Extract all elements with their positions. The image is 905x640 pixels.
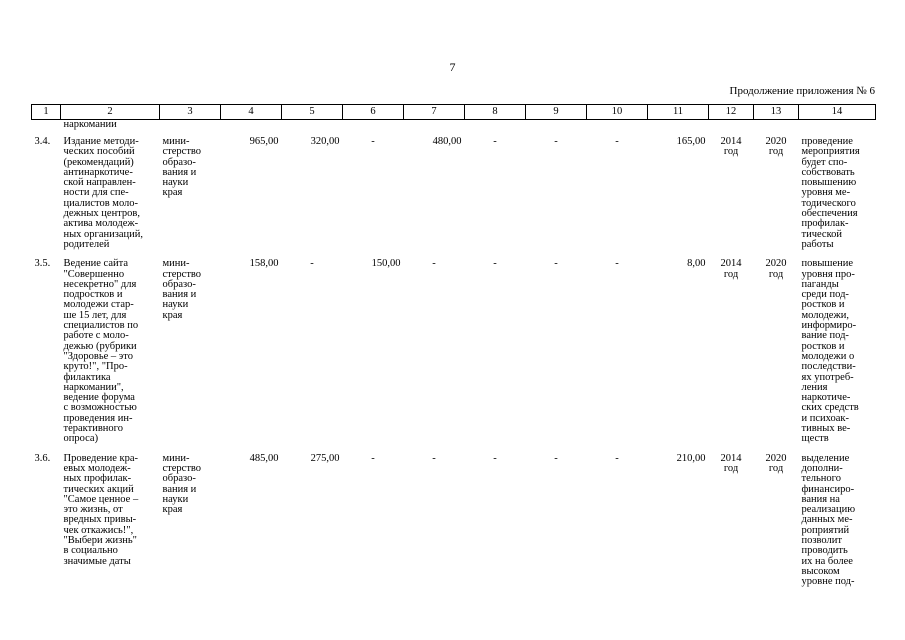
column-header: 13 [754,105,799,120]
cell-value: 210,00 [676,452,706,464]
start-year: 2014 год [720,452,742,474]
continued-text: наркомании [63,119,117,130]
start-year: 2014 год [720,258,742,280]
cell-value: - [310,258,314,270]
continued-row [32,120,876,132]
event-name: Проведение кра- евых молодеж- ных профилак- тических акций "Самое ценное – это жизнь, от вредных привы- чек откажись!", "Выбери жизнь" в социально значимые даты [63,452,139,567]
expected-result: проведение мероприятия будет спо- собствовать повышению уровня ме- тодического обеспечения профилак- тической работы [801,136,860,250]
column-header: 6 [343,105,404,120]
column-header: 12 [709,105,754,120]
cell-value: - [432,452,436,464]
cell-value: 965,00 [249,136,279,147]
cell-value: - [493,258,497,270]
cell-value: 485,00 [249,452,279,464]
executor: мини- стерство образо- вания и науки края [162,136,202,199]
column-header: 14 [799,105,876,120]
row-number: 3.6. [34,452,51,464]
executor: мини- стерство образо- вания и науки края [162,452,202,516]
program-table [31,104,876,590]
event-name: Ведение сайта "Совершенно несекретно" для подростков и молодежи стар- ше 15 лет, для специалистов по работе с моло- дежью (рубрики "Здоровье – это круто!", "Про- филактика наркомании", ведение форума с возможностью проведения ин- терактивного опроса) [63,258,139,445]
column-header: 4 [221,105,282,120]
column-header: 3 [160,105,221,120]
column-header: 8 [465,105,526,120]
cell-value: - [493,136,497,147]
column-header: 5 [282,105,343,120]
event-name: Издание методи- ческих пособий (рекомендаций) антинаркотиче- ской направлен- ности для спе- циалистов моло- дежных центров, актива молодеж- ных организаций, родителей [63,136,144,250]
end-year: 2020 год [765,258,787,280]
column-header: 2 [61,105,160,120]
cell-value: 158,00 [249,258,279,270]
row-number: 3.4. [34,136,51,147]
cell-value: - [371,136,375,147]
executor: мини- стерство образо- вания и науки края [162,258,202,321]
cell-value: - [615,258,619,270]
page-number: 7 [449,60,456,74]
cell-value: 150,00 [371,258,401,270]
column-header: 1 [32,105,61,120]
column-header: 7 [404,105,465,120]
cell-value: 8,00 [687,258,706,270]
cell-value: - [432,258,436,270]
continuation-label: Продолжение приложения № 6 [729,85,875,97]
cell-value: 275,00 [310,452,340,464]
cell-value: - [554,136,558,147]
cell-value: - [493,452,497,464]
column-header-row [32,105,876,120]
cell-value: - [554,258,558,270]
column-header: 10 [587,105,648,120]
cell-value: 320,00 [310,136,340,147]
table-row [32,448,876,591]
cell-value: - [371,452,375,464]
start-year: 2014 год [720,136,742,158]
cell-value: - [615,136,619,147]
cell-value: - [615,452,619,464]
end-year: 2020 год [765,136,787,158]
end-year: 2020 год [765,452,787,474]
cell-value: 480,00 [432,136,462,147]
table-row [32,131,876,253]
row-number: 3.5. [34,258,51,270]
column-header: 9 [526,105,587,120]
expected-result: повышение уровня про- паганды среди под- ростков и молодежи, информиро- вание под- ростков и молодежи о последстви- ях употреб- ления наркотиче- ских средств и психоак- тивных ве- ществ [801,258,859,445]
expected-result: выделение дополни- тельного финансиро- вания на реализацию данных ме- роприятий позволит проводить их на более высоком уровне под- [801,452,856,588]
cell-value: - [554,452,558,464]
table-row [32,253,876,447]
cell-value: 165,00 [676,136,706,147]
column-header: 11 [648,105,709,120]
